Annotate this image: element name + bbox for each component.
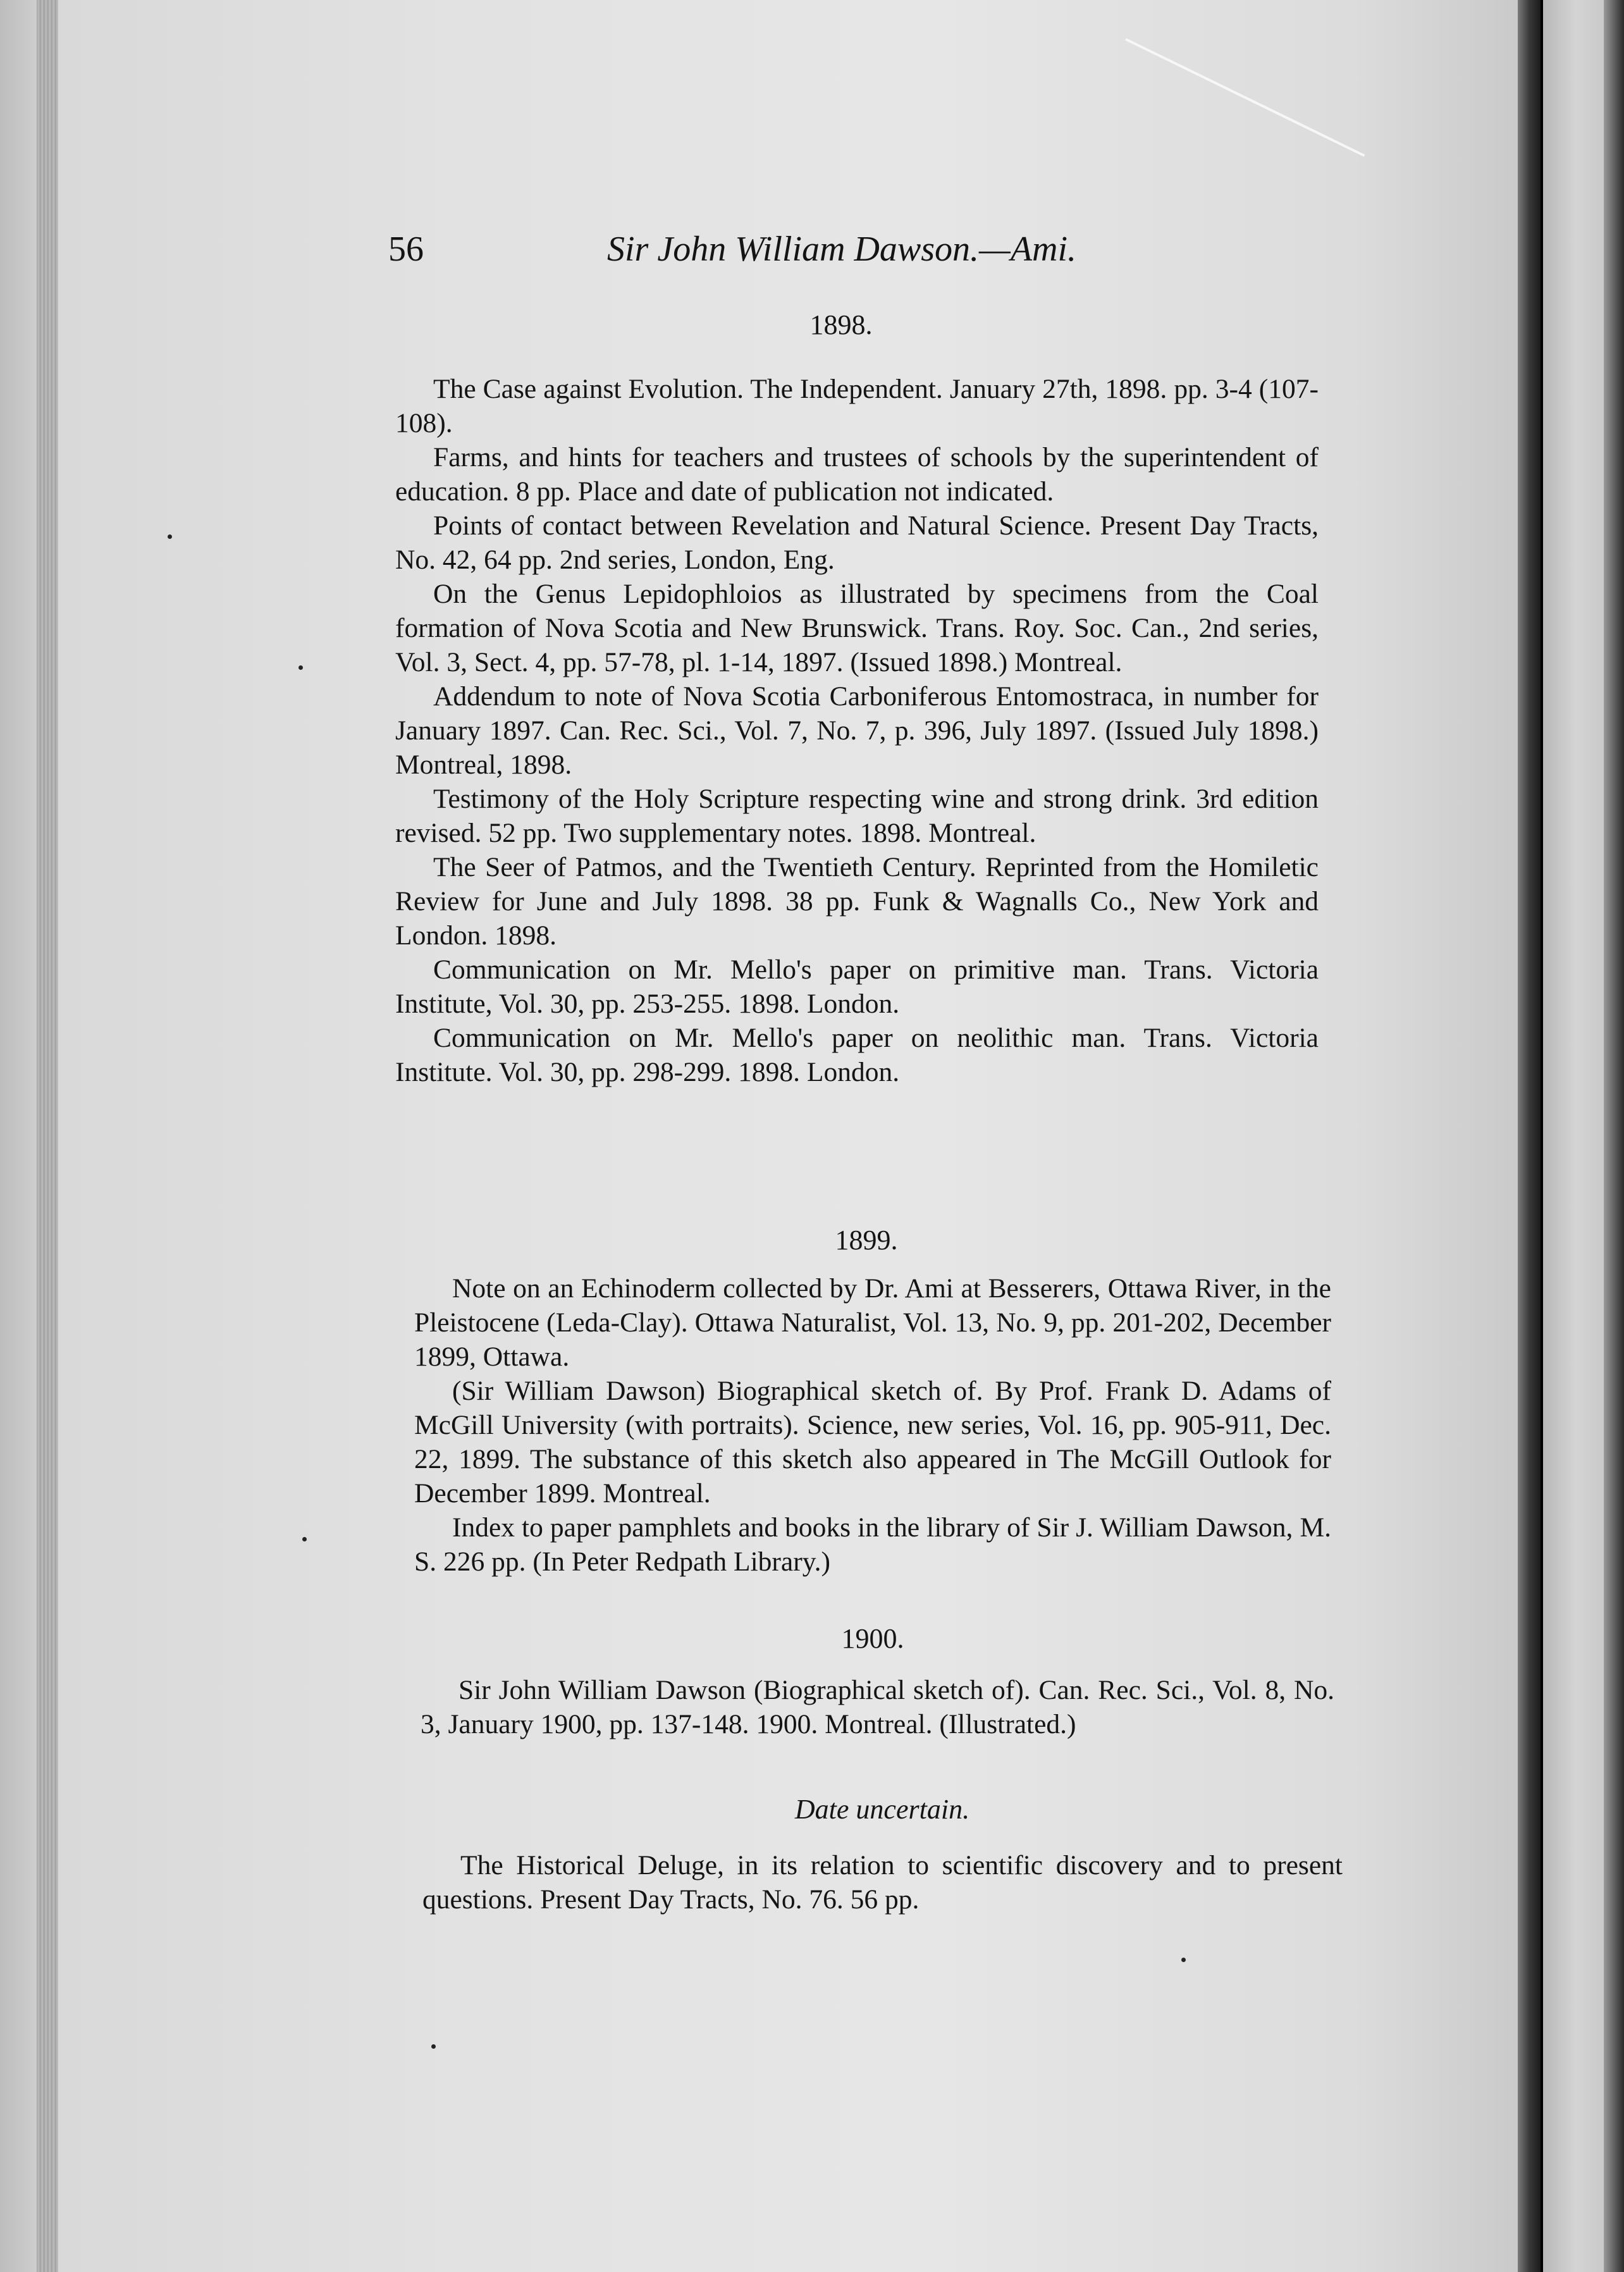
bibliography-entry: Index to paper pamphlets and books in the library of Sir J. William Dawson, M. S. 226 pp. (In Peter Redpath Library.): [414, 1512, 1331, 1577]
bibliography-entry: Points of contact between Revelation and Natural Science. Present Day Tracts, No. 42, 64 pp. 2nd series, London, Eng.: [395, 510, 1319, 575]
scan-speck: [302, 1537, 307, 1541]
entries-1898: [395, 372, 1319, 1089]
running-head: Sir John William Dawson.—Ami.: [607, 230, 1077, 269]
bibliography-entry: Addendum to note of Nova Scotia Carboniferous Entomostraca, in number for January 1897. Can. Rec. Sci., Vol. 7, No. 7, p. 396, July 1897. (Issued July 1898.) Montreal, 1898.: [395, 681, 1319, 780]
scan-speck: [1181, 1958, 1186, 1962]
bibliography-entry: Sir John William Dawson (Biographical sketch of). Can. Rec. Sci., Vol. 8, No. 3, January 1900, pp. 137-148. 1900. Montreal. (Illustrated.): [421, 1675, 1334, 1739]
bibliography-entry: Testimony of the Holy Scripture respecting wine and strong drink. 3rd edition revised. 52 pp. Two supplementary notes. 1898. Montreal.: [395, 784, 1319, 848]
bibliography-entry: Note on an Echinoderm collected by Dr. Ami at Besserers, Ottawa River, in the Pleistocene (Leda-Clay). Ottawa Naturalist, Vol. 13, No. 9, pp. 201-202, December 1899, Ottawa.: [414, 1273, 1331, 1372]
bibliography-entry: (Sir William Dawson) Biographical sketch of. By Prof. Frank D. Adams of McGill University (with portraits). Science, new series, Vol. 16, pp. 905-911, Dec. 22, 1899. The substance of this sketch also appeared in The McGill Outlook for December 1899. Montreal.: [414, 1376, 1331, 1509]
entries-1900: [421, 1673, 1334, 1741]
bibliography-entry: On the Genus Lepidophloios as illustrated by specimens from the Coal formation of Nova Scotia and New Brunswick. Trans. Roy. Soc. Can., 2nd series, Vol. 3, Sect. 4, pp. 57-78, pl. 1-14, 1897. (Issued 1898.) Montreal.: [395, 579, 1319, 677]
bibliography-entry: Communication on Mr. Mello's paper on primitive man. Trans. Victoria Institute, Vol. 30, pp. 253-255. 1898. London.: [395, 954, 1319, 1019]
book-gutter-shadow: [1518, 0, 1541, 2272]
entries-1899: [414, 1271, 1331, 1579]
scan-speck: [298, 665, 303, 670]
year-heading-1899: 1899.: [835, 1225, 898, 1256]
scan-speck: [431, 2044, 436, 2049]
bibliography-entry: The Historical Deluge, in its relation to scientific discovery and to present questions. Present Day Tracts, No. 76. 56 pp.: [422, 1850, 1343, 1915]
bibliography-entry: Farms, and hints for teachers and trustees of schools by the superintendent of education. 8 pp. Place and date of publication not indicated.: [395, 442, 1319, 507]
entries-date-uncertain: [422, 1848, 1343, 1917]
bibliography-entry: The Seer of Patmos, and the Twentieth Century. Reprinted from the Homiletic Review for June and July 1898. 38 pp. Funk & Wagnalls Co., New York and London. 1898.: [395, 852, 1319, 951]
bibliography-entry: Communication on Mr. Mello's paper on neolithic man. Trans. Victoria Institute. Vol. 30, pp. 298-299. 1898. London.: [395, 1023, 1319, 1087]
date-uncertain-heading: Date uncertain.: [794, 1794, 970, 1825]
year-heading-1898: 1898.: [809, 309, 873, 340]
bibliography-entry: The Case against Evolution. The Independent. January 27th, 1898. pp. 3-4 (107-108).: [395, 374, 1319, 438]
year-heading-1900: 1900.: [841, 1623, 904, 1654]
page-number: 56: [388, 230, 424, 269]
page-header: [379, 229, 1202, 280]
scan-speck: [168, 534, 172, 539]
facing-page-shadow: [1604, 0, 1624, 2272]
